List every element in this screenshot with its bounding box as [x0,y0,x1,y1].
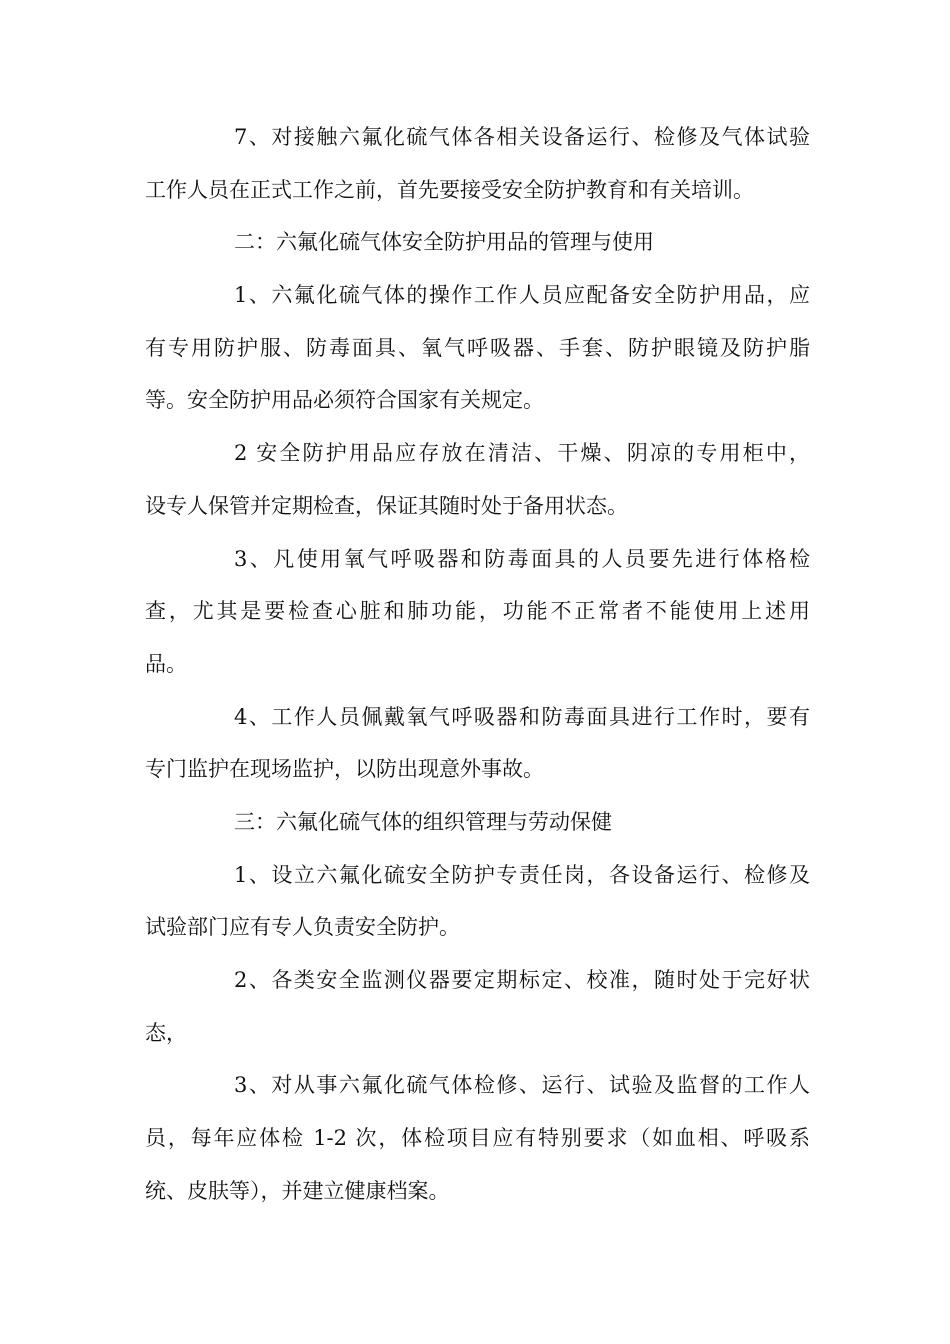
paragraph-first-line: 3、凡使用氧气呼吸器和防毒面具的人员要先进行体格检 [234,546,810,571]
paragraph-first-line: 3、对从事六氟化硫气体检修、运行、试验及监督的工作人 [234,1073,810,1098]
paragraph-line: 态， [145,1020,187,1045]
paragraph-first-line: 1、设立六氟化硫安全防护专责任岗，各设备运行、检修及 [234,862,810,887]
document-body [145,118,810,1224]
paragraph-line: 工作人员在正式工作之前，首先要接受安全防护教育和有关培训。 [145,177,754,202]
paragraph-first-line: 7、对接触六氟化硫气体各相关设备运行、检修及气体试验 [234,125,810,149]
paragraph-line: 专门监护在现场监护，以防出现意外事故。 [145,757,544,782]
paragraph-first-line: 2 安全防护用品应存放在清洁、干燥、阴凉的专用柜中， [234,441,810,466]
paragraph-first-line: 三：六氟化硫气体的组织管理与劳动保健 [234,809,612,834]
paragraph-first-line: 4、工作人员佩戴氧气呼吸器和防毒面具进行工作时，要有 [234,704,810,729]
paragraph-first-line: 2、各类安全监测仪器要定期标定、校准，随时处于完好状 [234,968,810,992]
paragraph-first-line: 1、六氟化硫气体的操作工作人员应配备安全防护用品，应 [234,283,810,308]
paragraph-line: 有专用防护服、防毒面具、氧气呼吸器、手套、防护眼镜及防护脂 [145,335,810,360]
paragraph-line: 查，尤其是要检查心脏和肺功能，功能不正常者不能使用上述用 [145,599,810,624]
paragraph-first-line: 二：六氟化硫气体安全防护用品的管理与使用 [234,230,654,255]
paragraph-line: 品。 [145,651,187,676]
paragraph-line: 员，每年应体检 1-2 次，体检项目应有特别要求（如血相、呼吸系 [145,1126,810,1151]
paragraph-line: 统、皮肤等），并建立健康档案。 [145,1178,450,1203]
paragraph-line: 等。安全防护用品必须符合国家有关规定。 [145,388,544,413]
paragraph-line: 设专人保管并定期检查，保证其随时处于备用状态。 [145,493,628,518]
paragraph-line: 试验部门应有专人负责安全防护。 [145,915,460,940]
